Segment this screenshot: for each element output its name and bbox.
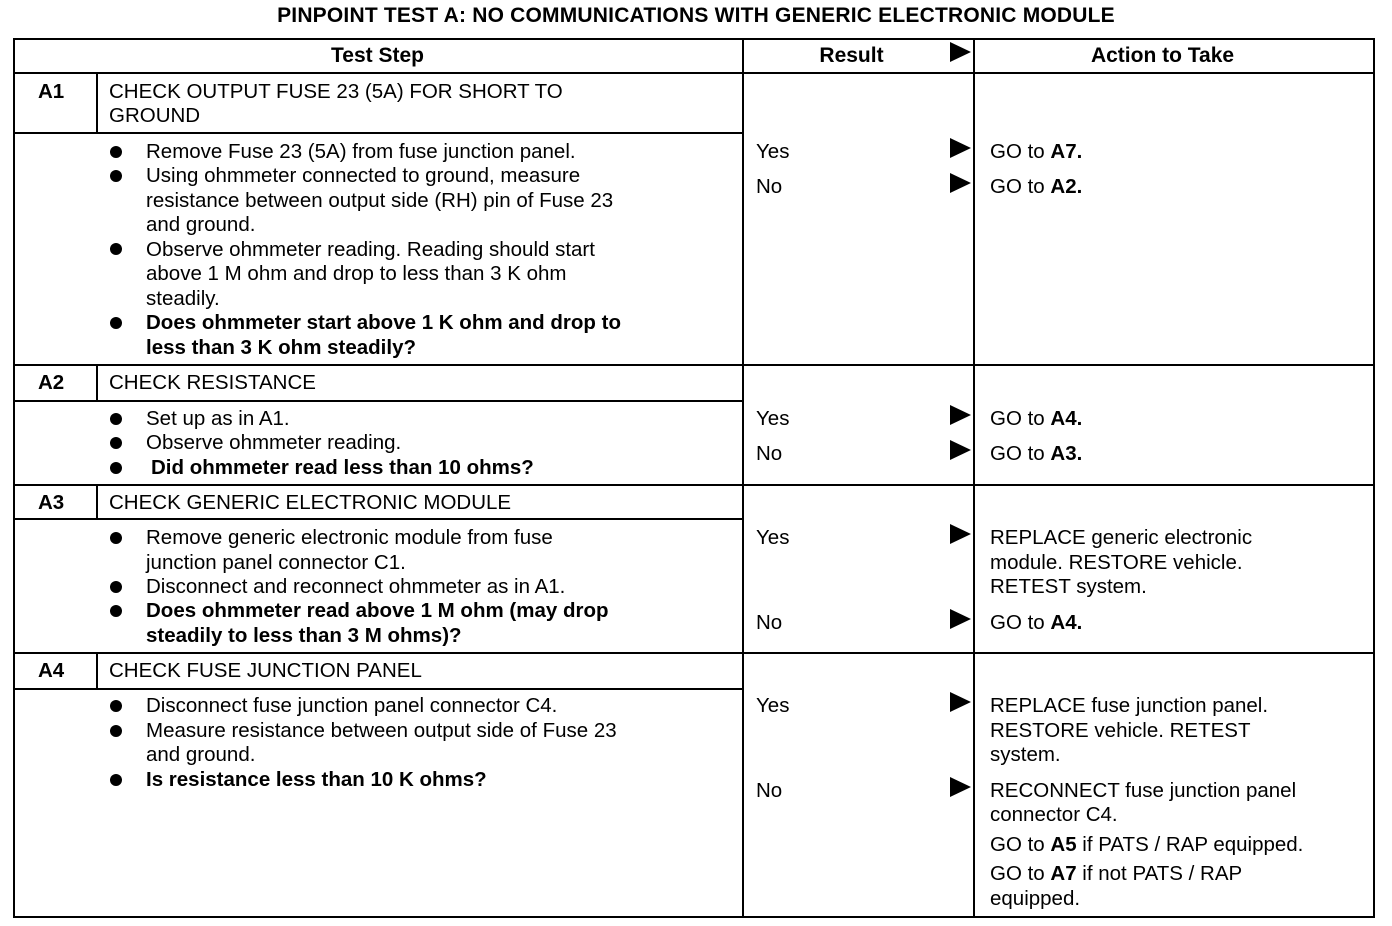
- step-question: steadily to less than 3 M ohms)?: [146, 624, 462, 647]
- step-heading-a3: CHECK GENERIC ELECTRONIC MODULE: [109, 491, 512, 514]
- arrow-icon: [950, 692, 971, 712]
- result-yes: Yes: [756, 140, 790, 163]
- step-question: Is resistance less than 10 K ohms?: [146, 768, 487, 791]
- arrow-icon: [950, 777, 971, 797]
- step-question: less than 3 K ohm steadily?: [146, 336, 416, 359]
- arrow-icon: [950, 405, 971, 425]
- step-text: Remove Fuse 23 (5A) from fuse junction panel.: [146, 140, 576, 163]
- bullet-icon: [110, 700, 122, 712]
- bullet-icon: [110, 146, 122, 158]
- bullet-icon: [110, 774, 122, 786]
- step-text: steadily.: [146, 287, 220, 310]
- action-no: GO to A4.: [990, 611, 1083, 634]
- bullet-icon: [110, 413, 122, 425]
- header-divider: [13, 72, 1375, 74]
- action-no: GO to A7 if not PATS / RAP: [990, 862, 1243, 885]
- result-no: No: [756, 611, 783, 634]
- action-no: GO to A3.: [990, 442, 1083, 465]
- step-text: Set up as in A1.: [146, 407, 290, 430]
- step-id-a2: A2: [38, 371, 65, 394]
- step-id-divider: [96, 484, 98, 520]
- arrow-icon: [950, 524, 971, 544]
- step-text: Disconnect and reconnect ohmmeter as in A1.: [146, 575, 566, 598]
- step-id-a1: A1: [38, 80, 65, 103]
- arrow-icon: [950, 138, 971, 158]
- a3-a4-divider: [13, 652, 1375, 654]
- header-action: Action to Take: [1090, 44, 1235, 67]
- a1-heading-divider: [13, 132, 744, 134]
- bullet-icon: [110, 170, 122, 182]
- step-heading-a2: CHECK RESISTANCE: [109, 371, 316, 394]
- step-id-divider: [96, 364, 98, 402]
- step-heading-a4: CHECK FUSE JUNCTION PANEL: [109, 659, 422, 682]
- step-text: Disconnect fuse junction panel connector C4.: [146, 694, 558, 717]
- bullet-icon: [110, 317, 122, 329]
- action-no: GO to A2.: [990, 175, 1083, 198]
- step-text: and ground.: [146, 213, 256, 236]
- a4-heading-divider: [13, 688, 744, 690]
- a2-heading-divider: [13, 400, 744, 402]
- action-no: GO to A5 if PATS / RAP equipped.: [990, 833, 1304, 856]
- bullet-icon: [110, 243, 122, 255]
- result-column-divider: [742, 38, 744, 918]
- action-yes: GO to A7.: [990, 140, 1083, 163]
- action-yes: REPLACE generic electronic: [990, 526, 1253, 549]
- arrow-icon: [950, 440, 971, 460]
- action-yes: system.: [990, 743, 1061, 766]
- step-id-divider: [96, 72, 98, 134]
- step-text: Measure resistance between output side of Fuse 23: [146, 719, 617, 742]
- result-yes: Yes: [756, 694, 790, 717]
- step-id-a3: A3: [38, 491, 65, 514]
- a1-a2-divider: [13, 364, 1375, 366]
- step-text: junction panel connector C1.: [146, 551, 406, 574]
- bullet-icon: [110, 437, 122, 449]
- action-no: equipped.: [990, 887, 1081, 910]
- action-no: RECONNECT fuse junction panel: [990, 779, 1297, 802]
- step-text: above 1 M ohm and drop to less than 3 K ohm: [146, 262, 567, 285]
- arrow-icon: [950, 173, 971, 193]
- step-text: Using ohmmeter connected to ground, measure: [146, 164, 581, 187]
- bullet-icon: [110, 462, 122, 474]
- result-no: No: [756, 779, 783, 802]
- step-heading-a1: CHECK OUTPUT FUSE 23 (5A) FOR SHORT TO: [109, 80, 563, 103]
- result-no: No: [756, 442, 783, 465]
- action-yes: GO to A4.: [990, 407, 1083, 430]
- step-text: and ground.: [146, 743, 256, 766]
- action-column-divider: [973, 38, 975, 918]
- header-result: Result: [819, 44, 884, 67]
- a3-heading-divider: [13, 518, 744, 520]
- result-yes: Yes: [756, 407, 790, 430]
- step-id-divider: [96, 652, 98, 690]
- action-no: connector C4.: [990, 803, 1118, 826]
- arrow-icon: [950, 609, 971, 629]
- action-yes: RESTORE vehicle. RETEST: [990, 719, 1251, 742]
- bullet-icon: [110, 605, 122, 617]
- step-text: Observe ohmmeter reading. Reading should start: [146, 238, 595, 261]
- result-no: No: [756, 175, 783, 198]
- bullet-icon: [110, 532, 122, 544]
- a2-a3-divider: [13, 484, 1375, 486]
- step-question: Does ohmmeter read above 1 M ohm (may drop: [146, 599, 609, 622]
- result-yes: Yes: [756, 526, 790, 549]
- header-arrow-icon: [950, 42, 971, 62]
- action-yes: module. RESTORE vehicle.: [990, 551, 1243, 574]
- header-test-step: Test Step: [331, 44, 424, 67]
- step-heading-a1-cont: GROUND: [109, 104, 201, 127]
- step-id-a4: A4: [38, 659, 65, 682]
- step-text: Remove generic electronic module from fuse: [146, 526, 553, 549]
- step-question: Did ohmmeter read less than 10 ohms?: [151, 456, 534, 479]
- action-yes: REPLACE fuse junction panel.: [990, 694, 1269, 717]
- step-text: resistance between output side (RH) pin of Fuse 23: [146, 189, 614, 212]
- step-question: Does ohmmeter start above 1 K ohm and drop to: [146, 311, 621, 334]
- action-yes: RETEST system.: [990, 575, 1147, 598]
- step-text: Observe ohmmeter reading.: [146, 431, 402, 454]
- bullet-icon: [110, 581, 122, 593]
- page-title: PINPOINT TEST A: NO COMMUNICATIONS WITH GENERIC ELECTRONIC MODULE: [277, 4, 1115, 27]
- bullet-icon: [110, 725, 122, 737]
